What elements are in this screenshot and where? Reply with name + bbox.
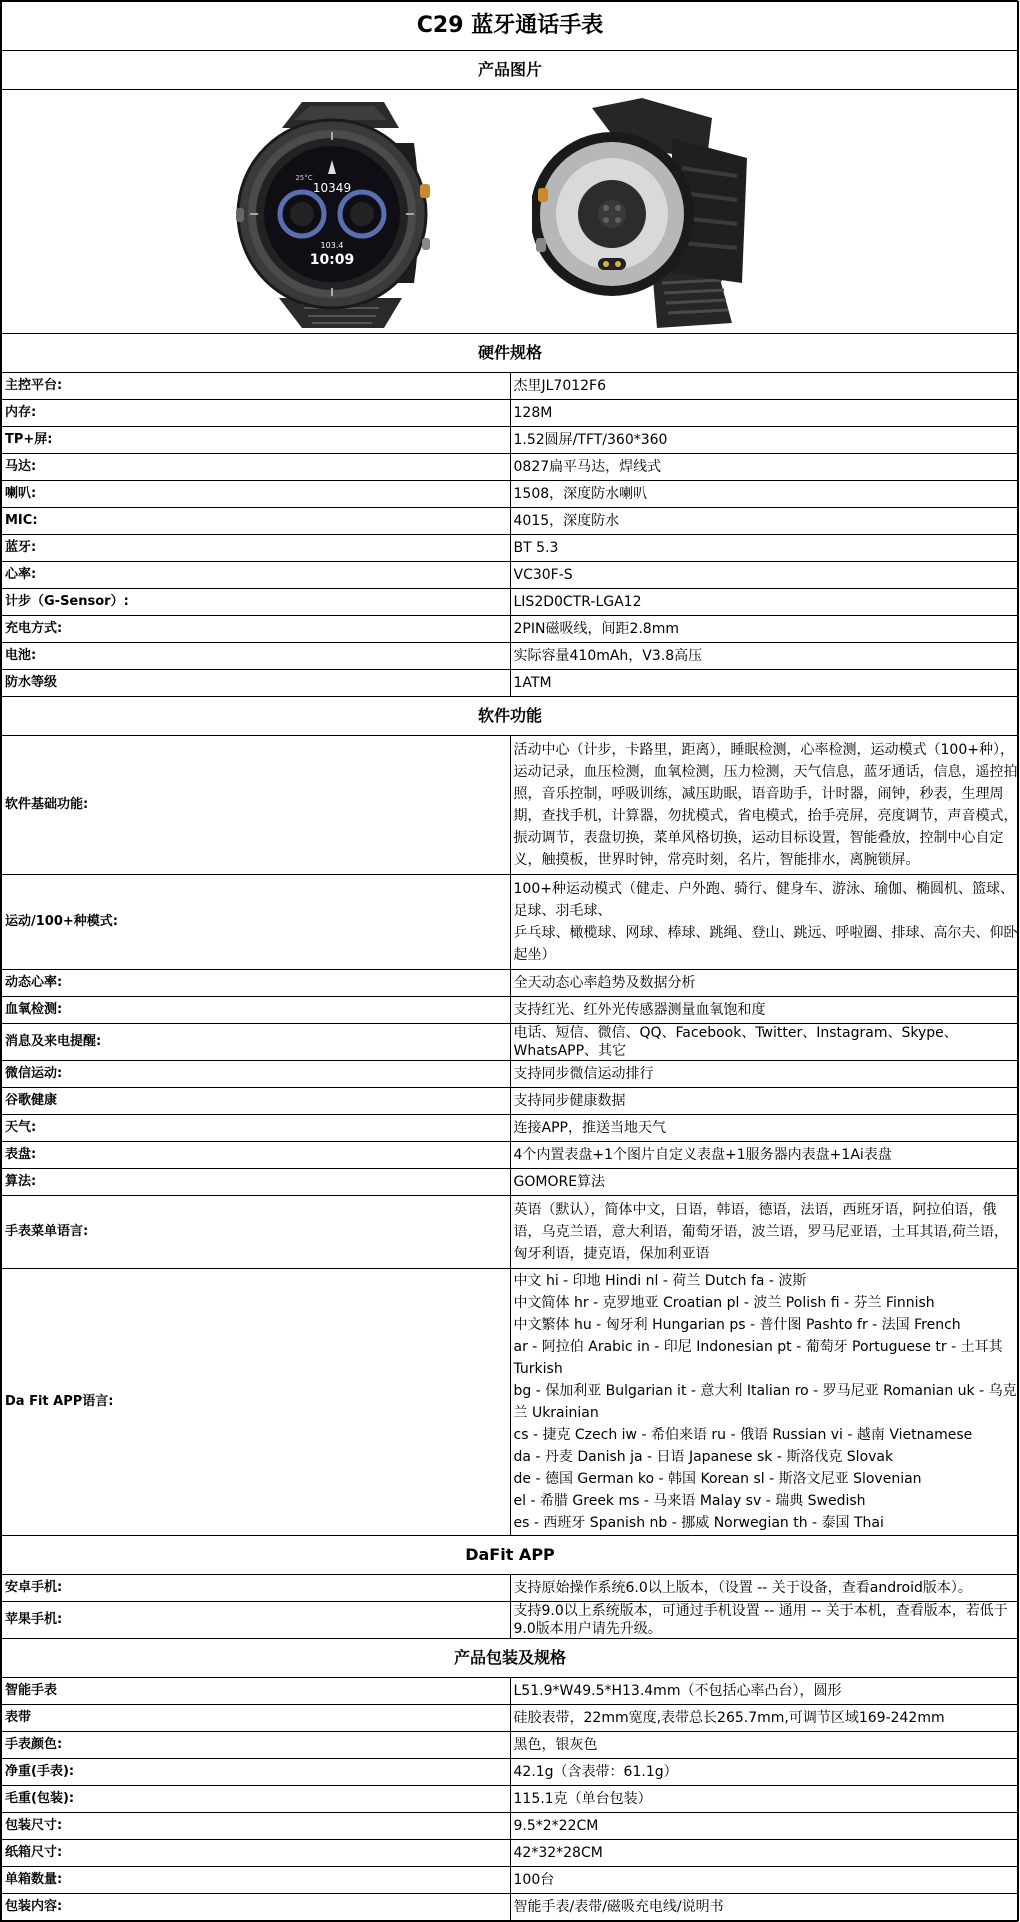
spec-value: 连接APP，推送当地天气 <box>510 1115 1019 1142</box>
spec-key: MIC: <box>2 508 511 535</box>
spec-key: 表盘: <box>2 1142 511 1169</box>
svg-text:25°C: 25°C <box>295 174 313 182</box>
sport-line-2: 乒乓球、橄榄球、网球、棒球、跳绳、登山、跳远、呼啦圈、排球、高尔夫、仰卧起坐） <box>513 925 1018 963</box>
spec-key: 运动/100+种模式: <box>2 875 511 970</box>
language-line: 中文繁体 hu - 匈牙利 Hungarian ps - 普什图 Pashto fr - 法国 French <box>513 1317 961 1333</box>
table-row <box>2 1678 1019 1705</box>
spec-value: 4个内置表盘+1个图片自定义表盘+1服务器内表盘+1Ai表盘 <box>510 1142 1019 1169</box>
table-row <box>2 736 1019 875</box>
table-row <box>2 970 1019 997</box>
spec-key: 血氧检测: <box>2 997 511 1024</box>
language-line: el - 希腊 Greek ms - 马来语 Malay sv - 瑞典 Swedish <box>513 1493 866 1509</box>
spec-value: 1ATM <box>510 670 1019 697</box>
language-line: bg - 保加利亚 Bulgarian it - 意大利 Italian ro - 罗马尼亚 Romanian uk - 乌克兰 Ukrainian <box>513 1383 1017 1421</box>
table-row <box>2 1024 1019 1061</box>
section-app: DaFit APP <box>2 1536 1019 1575</box>
spec-key: 纸箱尺寸: <box>2 1840 511 1867</box>
spec-value: 活动中心（计步，卡路里，距离），睡眠检测，心率检测，运动模式（100+种），运动记录，血压检测，血氧检测，压力检测，天气信息，蓝牙通话，信息，遥控拍照，音乐控制，呼吸训练，减压助眠，语音助手，计时器，闹钟，秒表，生理周期，查找手机，计算器，勿扰模式，省电模式，抬手亮屏，亮度调节，声音模式，振动调节，表盘切换，菜单风格切换，运动目标设置，智能叠放，控制中心自定义，触摸板，世界时钟，常亮时刻，名片，智能排水，离腕锁屏。 <box>510 736 1019 875</box>
spec-key: 手表颜色: <box>2 1732 511 1759</box>
table-row <box>2 562 1019 589</box>
spec-value: 42.1g（含表带：61.1g） <box>510 1759 1019 1786</box>
spec-key: 安卓手机: <box>2 1575 511 1602</box>
spec-value: 0827扁平马达，焊线式 <box>510 454 1019 481</box>
spec-value: 100台 <box>510 1867 1019 1894</box>
table-row <box>2 1088 1019 1115</box>
spec-key: 单箱数量: <box>2 1867 511 1894</box>
spec-value: 支持红光、红外光传感器测量血氧饱和度 <box>510 997 1019 1024</box>
spec-value: 支持同步微信运动排行 <box>510 1061 1019 1088</box>
spec-value: GOMORE算法 <box>510 1169 1019 1196</box>
spec-key: 包装内容: <box>2 1894 511 1921</box>
spec-value: 全天动态心率趋势及数据分析 <box>510 970 1019 997</box>
app-language-list <box>510 1269 1019 1536</box>
spec-key: 毛重(包装): <box>2 1786 511 1813</box>
product-images <box>2 90 1018 333</box>
language-line: es - 西班牙 Spanish nb - 挪威 Norwegian th - 泰国 Thai <box>513 1515 884 1531</box>
language-line: da - 丹麦 Danish ja - 日语 Japanese sk - 斯洛伐克 Slovak <box>513 1449 894 1465</box>
table-row <box>2 508 1019 535</box>
spec-value: 4015，深度防水 <box>510 508 1019 535</box>
spec-value: 智能手表/表带/磁吸充电线/说明书 <box>510 1894 1019 1921</box>
spec-key: 电池: <box>2 643 511 670</box>
spec-value: 实际容量410mAh，V3.8高压 <box>510 643 1019 670</box>
spec-key: 消息及来电提醒: <box>2 1024 511 1061</box>
table-row <box>2 481 1019 508</box>
spec-key: 天气: <box>2 1115 511 1142</box>
table-row <box>2 1759 1019 1786</box>
spec-key: 表带 <box>2 1705 511 1732</box>
section-product-images: 产品图片 <box>2 51 1019 90</box>
table-row <box>2 1269 1019 1536</box>
spec-value: 硅胶表带，22mm宽度,表带总长265.7mm,可调节区域169-242mm <box>510 1705 1019 1732</box>
section-hardware: 硬件规格 <box>2 334 1019 373</box>
table-row <box>2 1115 1019 1142</box>
spec-key: 苹果手机: <box>2 1602 511 1639</box>
page-title: C29 蓝牙通话手表 <box>2 2 1019 51</box>
spec-key: 谷歌健康 <box>2 1088 511 1115</box>
table-row <box>2 454 1019 481</box>
table-row <box>2 670 1019 697</box>
table-row <box>2 1867 1019 1894</box>
table-row <box>2 616 1019 643</box>
spec-value: 1.52圆屏/TFT/360*360 <box>510 427 1019 454</box>
spec-key: 主控平台: <box>2 373 511 400</box>
table-row <box>2 1894 1019 1921</box>
table-row <box>2 589 1019 616</box>
language-line: cs - 捷克 Czech iw - 希伯来语 ru - 俄语 Russian vi - 越南 Vietnamese <box>513 1427 973 1443</box>
spec-key: 微信运动: <box>2 1061 511 1088</box>
svg-text:10349: 10349 <box>312 181 352 195</box>
spec-key: 马达: <box>2 454 511 481</box>
spec-key: 防水等级 <box>2 670 511 697</box>
spec-key: 喇叭: <box>2 481 511 508</box>
table-row <box>2 1196 1019 1269</box>
spec-key: 充电方式: <box>2 616 511 643</box>
spec-value: 2PIN磁吸线，间距2.8mm <box>510 616 1019 643</box>
spec-value: LIS2D0CTR-LGA12 <box>510 589 1019 616</box>
section-package: 产品包装及规格 <box>2 1639 1019 1678</box>
table-row <box>2 1575 1019 1602</box>
spec-key: Da Fit APP语言: <box>2 1269 511 1536</box>
spec-value: 1508，深度防水喇叭 <box>510 481 1019 508</box>
spec-value: 128M <box>510 400 1019 427</box>
watch-back-image <box>532 98 762 330</box>
spec-value: 黑色，银灰色 <box>510 1732 1019 1759</box>
language-line: 中文 hi - 印地 Hindi nl - 荷兰 Dutch fa - 波斯 <box>513 1273 807 1289</box>
spec-value: 杰里JL7012F6 <box>510 373 1019 400</box>
table-row <box>2 875 1019 970</box>
language-line: 中文简体 hr - 克罗地亚 Croatian pl - 波兰 Polish fi - 芬兰 Finnish <box>513 1295 935 1311</box>
spec-value: 115.1克（单台包装） <box>510 1786 1019 1813</box>
table-row <box>2 1732 1019 1759</box>
spec-key: 计步（G-Sensor）: <box>2 589 511 616</box>
language-line: de - 德国 German ko - 韩国 Korean sl - 斯洛文尼亚 Slovenian <box>513 1471 922 1487</box>
spec-value: 英语（默认），简体中文，日语，韩语，德语，法语，西班牙语，阿拉伯语，俄语，乌克兰语，意大利语，葡萄牙语，波兰语，罗马尼亚语，土耳其语,荷兰语，匈牙利语，捷克语，保加利亚语 <box>510 1196 1019 1269</box>
spec-value <box>510 875 1019 970</box>
spec-key: 软件基础功能: <box>2 736 511 875</box>
table-row <box>2 1142 1019 1169</box>
spec-value: VC30F-S <box>510 562 1019 589</box>
spec-key: 净重(手表): <box>2 1759 511 1786</box>
spec-value: L51.9*W49.5*H13.4mm（不包括心率凸台），圆形 <box>510 1678 1019 1705</box>
table-row <box>2 1705 1019 1732</box>
spec-table <box>1 1 1019 1921</box>
spec-key: 包装尺寸: <box>2 1813 511 1840</box>
spec-value: 9.5*2*22CM <box>510 1813 1019 1840</box>
spec-value: 支持原始操作系统6.0以上版本，（设置 -- 关于设备，查看android版本）。 <box>510 1575 1019 1602</box>
svg-text:103.4: 103.4 <box>320 241 344 250</box>
table-row <box>2 535 1019 562</box>
spec-key: TP+屏: <box>2 427 511 454</box>
table-row <box>2 400 1019 427</box>
spec-value: 电话、短信、微信、QQ、Facebook、Twitter、Instagram、Skype、WhatsAPP、其它 <box>510 1024 1019 1061</box>
table-row <box>2 997 1019 1024</box>
watch-front-image <box>224 98 439 330</box>
spec-key: 算法: <box>2 1169 511 1196</box>
table-row <box>2 1813 1019 1840</box>
table-row <box>2 1169 1019 1196</box>
section-software: 软件功能 <box>2 697 1019 736</box>
product-image-cell <box>2 90 1019 334</box>
spec-key: 蓝牙: <box>2 535 511 562</box>
spec-value: 42*32*28CM <box>510 1840 1019 1867</box>
table-row <box>2 1602 1019 1639</box>
svg-text:10:09: 10:09 <box>309 252 355 268</box>
spec-key: 内存: <box>2 400 511 427</box>
spec-key: 动态心率: <box>2 970 511 997</box>
language-line: ar - 阿拉伯 Arabic in - 印尼 Indonesian pt - 葡萄牙 Portuguese tr - 土耳其 Turkish <box>513 1339 1003 1377</box>
table-row <box>2 1840 1019 1867</box>
spec-key: 心率: <box>2 562 511 589</box>
table-row <box>2 427 1019 454</box>
spec-key: 手表菜单语言: <box>2 1196 511 1269</box>
table-row <box>2 1061 1019 1088</box>
table-row <box>2 373 1019 400</box>
spec-key: 智能手表 <box>2 1678 511 1705</box>
spec-value: BT 5.3 <box>510 535 1019 562</box>
spec-value: 支持同步健康数据 <box>510 1088 1019 1115</box>
table-row <box>2 1786 1019 1813</box>
table-row <box>2 643 1019 670</box>
sport-line-1: 100+种运动模式（健走、户外跑、骑行、健身车、游泳、瑜伽、椭圆机、篮球、足球、羽毛球、 <box>513 881 1014 919</box>
spec-value: 支持9.0以上系统版本，可通过手机设置 -- 通用 -- 关于本机，查看版本，若低于9.0版本用户请先升级。 <box>510 1602 1019 1639</box>
